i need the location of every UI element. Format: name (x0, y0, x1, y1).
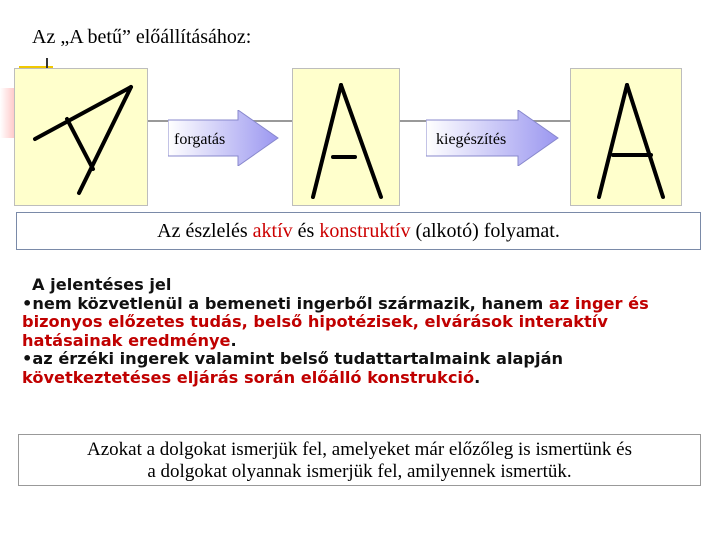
bullet-2 (22, 350, 702, 387)
complete-letter-a-drawing (571, 69, 681, 205)
statement-constructive: konstruktív (319, 220, 411, 242)
statement-active: aktív (252, 220, 293, 242)
quote-line-1: Azokat a dolgokat ismerjük fel, amelyeket már előzőleg is ismertünk és (86, 439, 633, 460)
perception-statement (16, 212, 701, 250)
partial-letter-panel (292, 68, 400, 206)
bullet-1-plain: •nem közvetlenül a bemeneti ingerből származik, hanem (22, 293, 549, 313)
rotated-letter-panel (14, 68, 148, 206)
meaningful-sign-heading: A jelentéses jel (32, 275, 172, 294)
slide-title: Az „A betű” előállításához: (32, 26, 252, 48)
bullet-1 (22, 295, 702, 351)
bullet-2-plain: •az érzéki ingerek valamint belső tudattartalmaink alapján (22, 349, 564, 368)
statement-part3: (alkotó) folyamat. (410, 220, 560, 242)
bullet-2-end: . (474, 367, 481, 387)
complete-letter-panel (570, 68, 682, 206)
meaningful-sign-section (22, 276, 702, 387)
partial-letter-a-drawing (293, 69, 399, 205)
complete-label: kiegészítés (436, 131, 507, 148)
rotate-label: forgatás (174, 131, 226, 148)
bullet-2-highlight: következtetéses eljárás során előálló konstrukció (22, 367, 475, 387)
bullet-1-end: . (230, 330, 237, 350)
rotated-letter-a-drawing (15, 69, 147, 205)
recognition-quote (18, 434, 701, 486)
statement-part1: Az észlelés (157, 220, 253, 242)
quote-line-2: a dolgokat olyannak ismerjük fel, amilyennek ismertük. (147, 461, 572, 482)
bullet-1-highlight: az inger és bizonyos előzetes tudás, belső hipotézisek, elvárások interaktív hatásainak eredménye (22, 293, 649, 350)
statement-part2: és (292, 220, 320, 242)
